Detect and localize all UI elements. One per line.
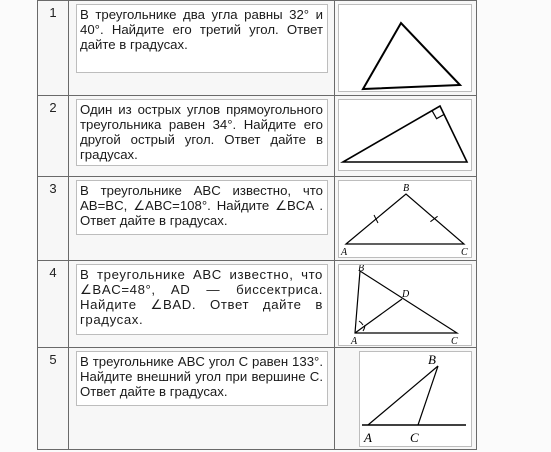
vertex-label-A: A bbox=[364, 430, 372, 445]
vertex-label-C: C bbox=[410, 430, 419, 445]
bisector-triangle-drawing bbox=[339, 265, 471, 345]
task-text: В треугольнике два угла равны 32° и 40°. Найдите его третий угол. Ответ дайте в градусах. bbox=[76, 4, 328, 73]
figure-triangle-1 bbox=[338, 4, 472, 92]
task-text: В треугольнике ABC угол C равен 133°. Найдите внешний угол при вершине C. Ответ дайте в градусах. bbox=[76, 351, 328, 406]
vertex-label-B: B bbox=[428, 352, 436, 367]
task-text: В треугольнике ABC известно, что AB=BC, ∠ABC=108°. Найдите ∠BCA . Ответ дайте в градусах. bbox=[76, 180, 328, 235]
task-row-3 bbox=[38, 177, 477, 261]
task-number: 2 bbox=[38, 96, 69, 177]
vertex-label-A: A bbox=[351, 336, 358, 345]
external-angle-drawing bbox=[360, 352, 468, 446]
figure-isosceles-triangle bbox=[338, 180, 472, 258]
task-text: Один из острых углов прямоугольного треугольника равен 34°. Найдите его другой острый угол. Ответ дайте в градусах. bbox=[76, 99, 328, 166]
figure-bisector-triangle bbox=[338, 264, 472, 346]
vertex-label-C: C bbox=[451, 336, 458, 345]
task-number: 4 bbox=[38, 261, 69, 348]
task-row-1 bbox=[38, 1, 477, 96]
vertex-label-B: B bbox=[403, 183, 410, 194]
vertex-label-C: C bbox=[461, 247, 468, 257]
right-triangle-drawing bbox=[339, 100, 471, 170]
task-row-4 bbox=[38, 261, 477, 348]
vertex-label-B: B bbox=[358, 265, 365, 274]
tasks-table bbox=[37, 0, 477, 450]
task-number: 3 bbox=[38, 177, 69, 261]
task-number: 5 bbox=[38, 348, 69, 450]
figure-right-triangle bbox=[338, 99, 472, 171]
task-row-5 bbox=[38, 348, 477, 450]
task-row-2 bbox=[38, 96, 477, 177]
vertex-label-A: A bbox=[341, 247, 348, 257]
isosceles-triangle-drawing bbox=[339, 181, 471, 257]
task-number: 1 bbox=[38, 1, 69, 96]
figure-external-angle bbox=[359, 351, 472, 447]
triangle-drawing bbox=[339, 5, 471, 91]
point-label-D: D bbox=[402, 289, 410, 300]
task-text: В треугольнике ABC известно, что ∠BAC=48°, AD — биссектриса. Найдите ∠BAD. Ответ дайте в градусах. bbox=[76, 264, 328, 335]
